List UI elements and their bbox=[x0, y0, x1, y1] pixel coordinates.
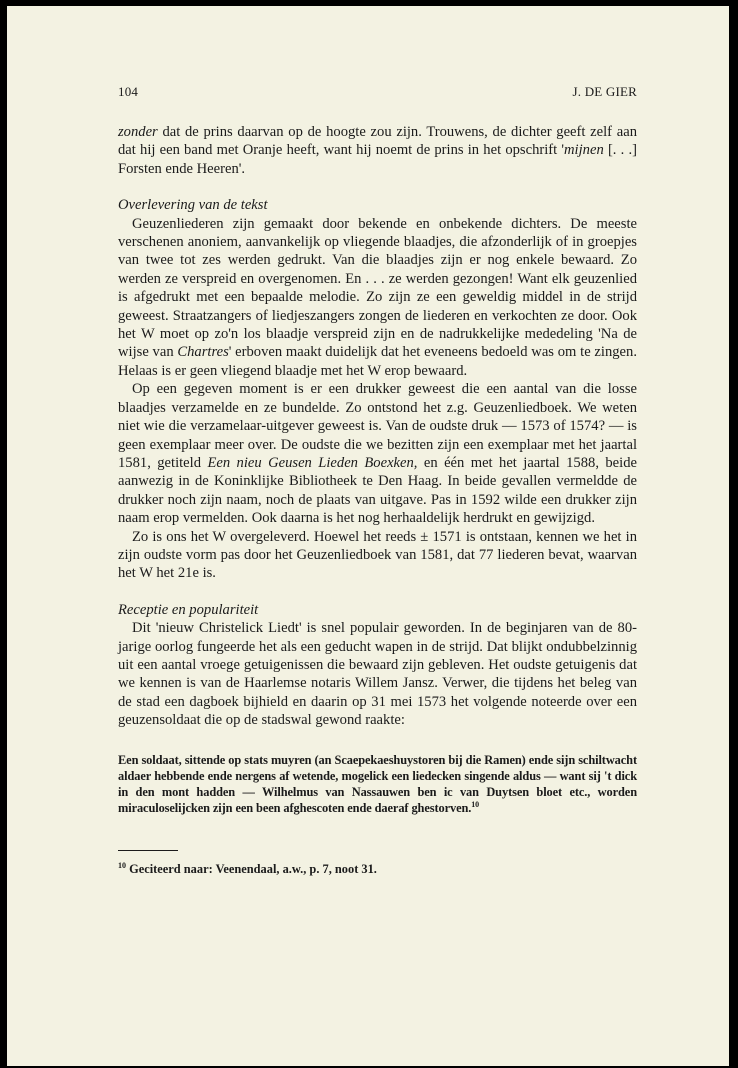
quote-text: Een soldaat, sittende op stats muyren (an Scaepekaeshuystoren bij die Ramen) ende sijn schiltwacht aldaer hebbende ende nergens af wetende, mogelick een liedecken singende aldus — want sij 't dick in den mont hadden — Wilhelmus van Nassauwen ben ic van Duytsen bloet etc., worden miraculoselijcken zijn een been afghescoten ende daeraf ghestorven. bbox=[118, 752, 637, 816]
footnote bbox=[118, 861, 637, 877]
text-run: en één met het jaartal 1588, beide aanwezig in de Koninklijke Bibliotheek te Den Haag. In beide gevallen vermeldde de drukker noch zijn naam, noch de plaats van uitgave. Pas in 1592 wilde een drukker zijn naam erop vermelden. Ook daarna is het nog herhaaldelijk herdrukt en gewijzigd. bbox=[118, 454, 637, 527]
paragraph-overgeleverd: Zo is ons het W overgeleverd. Hoewel het reeds ± 1571 is ontstaan, kennen we het in zijn oudste vorm pas door het Geuzenliedboek van 1581, dat 77 liederen bevat, waarvan het W het 21e is. bbox=[118, 528, 637, 582]
emphasis-zonder: zonder bbox=[118, 124, 158, 140]
paragraph-continuation bbox=[118, 123, 637, 178]
running-head-author: J. DE GIER bbox=[572, 84, 637, 99]
text-run: Op een gegeven moment is er een drukker geweest die een aantal van die losse blaadjes verzamelde en ze bundelde. Zo ontstond het z.g. Geuzenliedboek. We weten niet wie die verzamelaar-uitgever geweest is. Van de oudste druk — 1573 of 1574? — is geen exemplaar meer over. De oudste die we bezitten zijn een exemplaar met het jaartal 1581, getiteld bbox=[118, 381, 637, 471]
footnote-number: 10 bbox=[118, 861, 126, 871]
text-run: Geuzenliederen zijn gemaakt door bekende en onbekende dichters. De meeste verschenen anoniem, aanvankelijk op vliegende blaadjes, die afzonderlijk of in groepjes van twee tot zes werden gedrukt. Van die blaadjes zijn er nog enkele bewaard. Zo werden ze verspreid en overgenomen. En . . . ze werden gezongen! Want elk geuzenlied is afgedrukt met een bepaalde melodie. Zo zijn ze een geweldig middel in de strijd geweest. Straatzangers of liedjeszangers zongen de liederen en verkochten ze door. Ook het W moet op zo'n los blaadje verspreid zijn en de nadrukkelijke mededeling 'Na de wijse van bbox=[118, 215, 637, 361]
section-heading-receptie: Receptie en populariteit bbox=[118, 601, 259, 618]
block-quote bbox=[118, 752, 637, 817]
paragraph-drukker bbox=[118, 380, 637, 527]
section-heading-overlevering: Overlevering van de tekst bbox=[118, 197, 268, 214]
page-number: 104 bbox=[118, 84, 139, 99]
footnote-rule bbox=[118, 850, 178, 851]
body-text bbox=[118, 123, 637, 877]
text-run: ' erboven maakt duidelijk dat het eveneens bedoeld was om te zingen. Helaas is er geen vliegend blaadje met het W erop bewaard. bbox=[118, 344, 637, 379]
footnote-text: Geciteerd naar: Veenendaal, a.w., p. 7, noot 31. bbox=[126, 862, 377, 877]
paragraph-receptie: Dit 'nieuw Christelick Liedt' is snel populair geworden. In de beginjaren van de 80-jarige oorlog fungeerde het als een geducht wapen in de strijd. Dat blijkt ondubbelzinnig uit een aantal vroege getuigenissen die bewaard zijn gebleven. Het oudste getuigenis dat we kennen is van de Haarlemse notaris Willem Jansz. Verwer, die tijdens het beleg van de stad een dagboek bijhield en daarin op 31 mei 1573 het volgende noteerde over een geuzensoldaat die op de stadswal gewond raakte: bbox=[118, 620, 637, 729]
emphasis-mijnen: mijnen bbox=[564, 142, 604, 159]
text-run: [. . .] Forsten ende Heeren'. bbox=[118, 142, 637, 177]
emphasis-book-title: Een nieu Geusen Lieden Boexken, bbox=[207, 454, 418, 471]
emphasis-chartres: Chartres bbox=[177, 344, 229, 361]
paragraph-geuzenliederen bbox=[118, 215, 637, 381]
page bbox=[7, 6, 729, 1066]
footnote-reference: 10 bbox=[471, 800, 480, 810]
text-run: dat de prins daarvan op de hoogte zou zijn. Trouwens, de dichter geeft zelf aan dat hij een band met Oranje heeft, want hij noemt de prins in het opschrift ' bbox=[118, 124, 637, 159]
